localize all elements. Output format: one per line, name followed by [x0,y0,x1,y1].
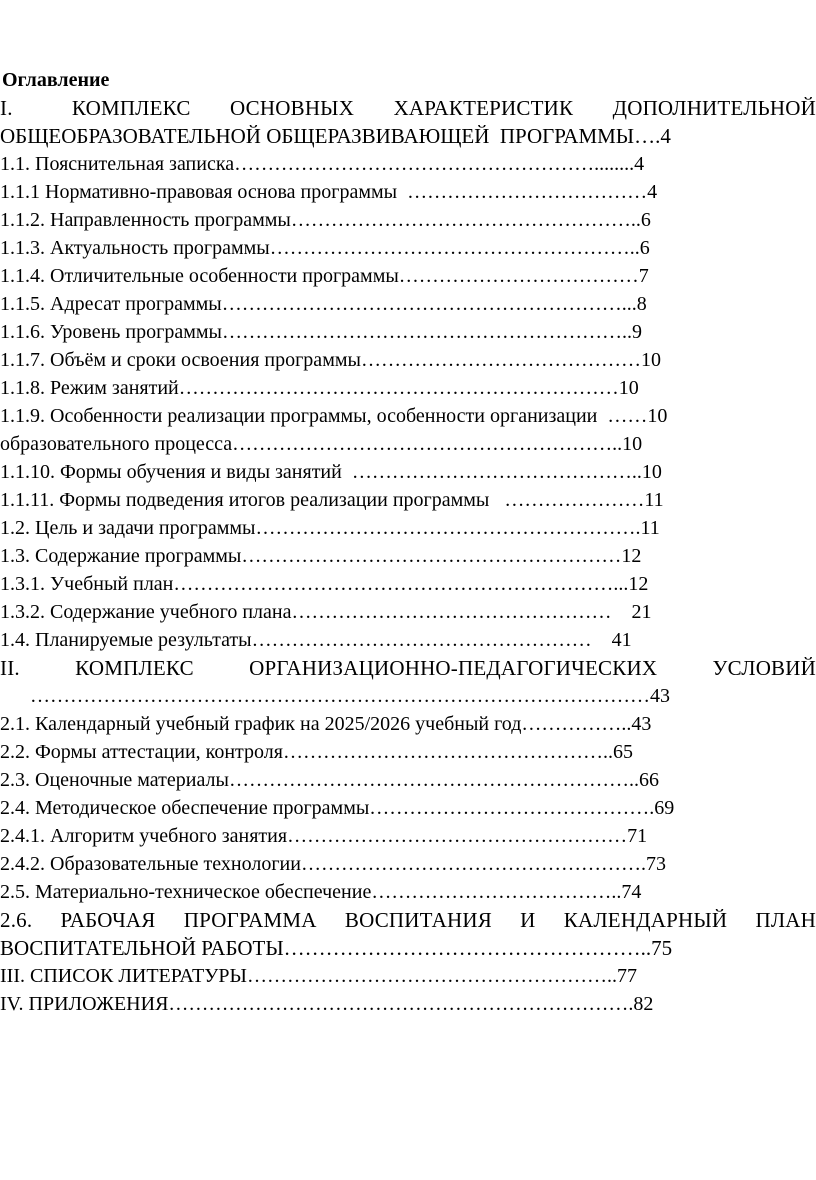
toc-entry: 1.1.6. Уровень программы……………………………………………………..9 [0,321,642,343]
toc-entry: 1.1.3. Актуальность программы………………………………………………..6 [0,237,650,259]
toc-heading: Оглавление [2,69,110,91]
toc-entry: 1.1.1 Нормативно-правовая основа программы ………………………………4 [0,181,658,203]
toc-entry: 2.4.2. Образовательные технологии…………………………………………….73 [0,853,666,875]
toc-entry: IV. ПРИЛОЖЕНИЯ…………………………………………………………….82 [0,993,654,1015]
toc-entry: 1.3.2. Содержание учебного плана………………………………………… 21 [0,601,652,623]
toc-entry: 2.4.1. Алгоритм учебного занятия……………………………………………71 [0,825,648,847]
toc-entry: 1.1.5. Адресат программы……………………………………………………...8 [0,293,647,315]
toc-entry: 1.1.11. Формы подведения итогов реализации программы …………………11 [0,489,664,511]
toc-entry: III. СПИСОК ЛИТЕРАТУРЫ………………………………………………..77 [0,965,637,987]
toc-entry: 1.1.10. Формы обучения и виды занятий ……………………………………..10 [0,461,662,483]
toc-entry: 2.6. РАБОЧАЯ ПРОГРАММА ВОСПИТАНИЯ И КАЛЕНДАРНЫЙ ПЛАН [0,908,816,932]
toc-entry: 1.1.2. Направленность программы……………………………………………..6 [0,209,651,231]
toc-entry: 2.1. Календарный учебный график на 2025/2026 учебный год……………..43 [0,713,652,735]
toc-entry: 2.5. Материально-техническое обеспечение………………………………..74 [0,881,642,903]
toc-entry: 1.1. Пояснительная записка………………………………………………........4 [0,153,645,175]
toc-entry: 1.1.4. Отличительные особенности программы………………………………7 [0,265,649,287]
toc-entry: 1.1.8. Режим занятий…………………………………………………………10 [0,377,639,399]
toc-entry: 1.1.7. Объём и сроки освоения программы……………………………………10 [0,349,661,371]
toc-entry: 1.3.1. Учебный план…………………………………………………………...12 [0,573,649,595]
toc-entry: образовательного процесса…………………………………………………..10 [0,433,643,455]
toc-entry: 1.3. Содержание программы…………………………………………………12 [0,545,642,567]
toc-entry: 2.2. Формы аттестации, контроля…………………………………………..65 [0,741,633,763]
toc-entry: 1.1.9. Особенности реализации программы, особенности организации ……10 [0,405,668,427]
toc-entry: II. КОМПЛЕКС ОРГАНИЗАЦИОННО-ПЕДАГОГИЧЕСКИХ УСЛОВИЙ [0,656,816,680]
toc-entry: ВОСПИТАТЕЛЬНОЙ РАБОТЫ……………………………………………..75 [0,936,673,960]
toc-entry: …………………………………………………………………………………43 [0,685,670,707]
toc-entry: I. КОМПЛЕКС ОСНОВНЫХ ХАРАКТЕРИСТИК ДОПОЛНИТЕЛЬНОЙ [0,96,816,120]
table-of-contents [0,94,816,1018]
toc-entry: ОБЩЕОБРАЗОВАТЕЛЬНОЙ ОБЩЕРАЗВИВАЮЩЕЙ ПРОГРАММЫ….4 [0,124,671,148]
toc-entry: 2.4. Методическое обеспечение программы…………………………………….69 [0,797,675,819]
toc-entry: 1.4. Планируемые результаты…………………………………………… 41 [0,629,632,651]
toc-entry: 2.3. Оценочные материалы……………………………………………………..66 [0,769,659,791]
toc-entry: 1.2. Цель и задачи программы………………………………………………….11 [0,517,660,539]
